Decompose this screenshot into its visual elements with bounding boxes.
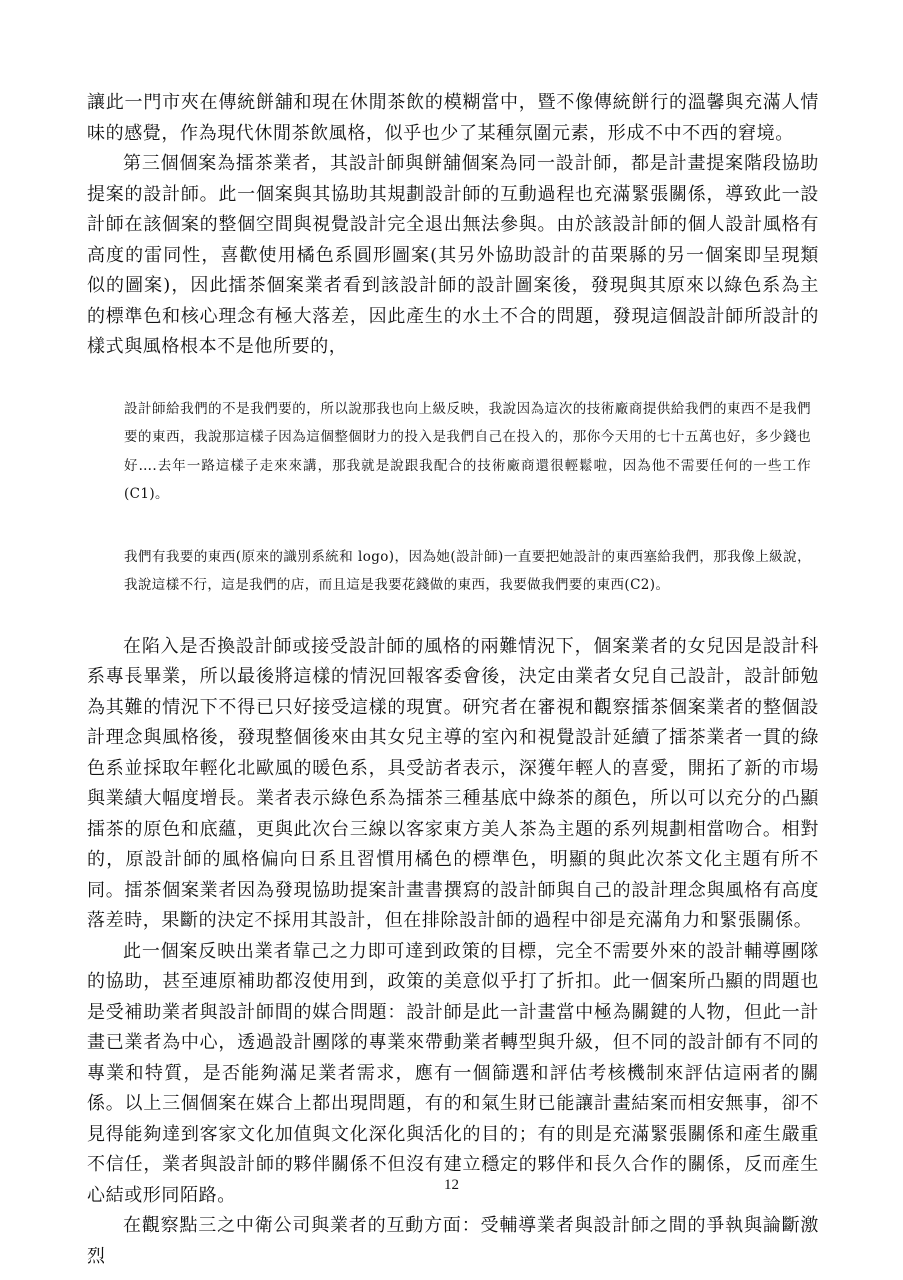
- document-body: [87, 88, 819, 1272]
- paragraph-3: 在陷入是否換設計師或接受設計師的風格的兩難情況下，個案業者的女兒因是設計科系專長畢業，所以最後將這樣的情況回報客委會後，決定由業者女兒自己設計，設計師勉為其難的情況下不得已只好接受這樣的現實。研究者在審視和觀察擂茶個案業者的整個設計理念與風格後，發現整個後來由其女兒主導的室內和視覺設計延續了擂茶業者一貫的綠色系並採取年輕化北歐風的暖色系，具受訪者表示，深獲年輕人的喜愛，開拓了新的市場與業績大幅度增長。業者表示綠色系為擂茶三種基底中綠茶的顏色，所以可以充分的凸顯擂茶的原色和底蘊，更與此次台三線以客家東方美人茶為主題的系列規劃相當吻合。相對的，原設計師的風格偏向日系且習慣用橘色的標準色，明顯的與此次茶文化主題有所不同。擂茶個案業者因為發現協助提案計畫書撰寫的設計師與自己的設計理念與風格有高度落差時，果斷的決定不採用其設計，但在排除設計師的過程中卻是充滿角力和緊張關係。: [87, 635, 819, 931]
- paragraph-4: 此一個案反映出業者靠己之力即可達到政策的目標，完全不需要外來的設計輔導團隊的協助，甚至連原補助都沒使用到，政策的美意似乎打了折扣。此一個案所凸顯的問題也是受補助業者與設計師間的媒合問題：設計師是此一計畫當中極為關鍵的人物，但此一計畫已業者為中心，透過設計團隊的專業來帶動業者轉型與升級，但不同的設計師有不同的專業和特質，是否能夠滿足業者需求，應有一個篩選和評估考核機制來評估這兩者的關係。以上三個個案在媒合上都出現問題，有的和氣生財已能讓計畫結案而相安無事，卻不見得能夠達到客家文化加值與文化深化與活化的目的；有的則是充滿緊張關係和產生嚴重不信任，業者與設計師的夥伴關係不但沒有建立穩定的夥伴和長久合作的關係，反而產生心結或形同陌路。: [87, 940, 819, 1206]
- paragraph-5: 在觀察點三之中衛公司與業者的互動方面：受輔導業者與設計師之間的爭執與論斷激烈: [87, 1215, 819, 1267]
- interview-quote-c2: 我們有我要的東西(原來的識別系統和 logo)，因為她(設計師)一直要把她設計的東西塞給我們，那我像上級說，我說這樣不行，這是我們的店，而且這是我要花錢做的東西，我要做我們要的東西(C2)。: [124, 548, 811, 593]
- paragraph-2: 第三個個案為擂茶業者，其設計師與餅舖個案為同一設計師，都是計畫提案階段協助提案的設計師。此一個案與其協助其規劃設計師的互動過程也充滿緊張關係，導致此一設計師在該個案的整個空間與視覺設計完全退出無法參與。由於該設計師的個人設計風格有高度的雷同性，喜歡使用橘色系圓形圖案(其另外協助設計的苗栗縣的另一個案即呈現類似的圖案)，因此擂茶個案業者看到該設計師的設計圖案後，發現與其原來以綠色系為主的標準色和核心理念有極大落差，因此產生的水土不合的問題，發現這個設計師所設計的樣式與風格根本不是他所要的，: [87, 153, 819, 357]
- page-number: 12: [444, 1177, 459, 1193]
- interview-quote-c1: 設計師給我們的不是我們要的，所以說那我也向上級反映，我說因為這次的技術廠商提供給我們的東西不是我們要的東西，我說那這樣子因為這個整個財力的投入是我們自己在投入的，那你今天用的七十五萬也好，多少錢也好….去年一路這樣子走來來講，那我就是說跟我配合的技術廠商還很輕鬆啦，因為他不需要任何的一些工作(C1)。: [124, 400, 811, 502]
- paragraph-1: 讓此一門市夾在傳統餅舖和現在休閒茶飲的模糊當中，暨不像傳統餅行的溫馨與充滿人情味的感覺，作為現代休閒茶飲風格，似乎也少了某種氛圍元素，形成不中不西的窘境。: [87, 92, 819, 144]
